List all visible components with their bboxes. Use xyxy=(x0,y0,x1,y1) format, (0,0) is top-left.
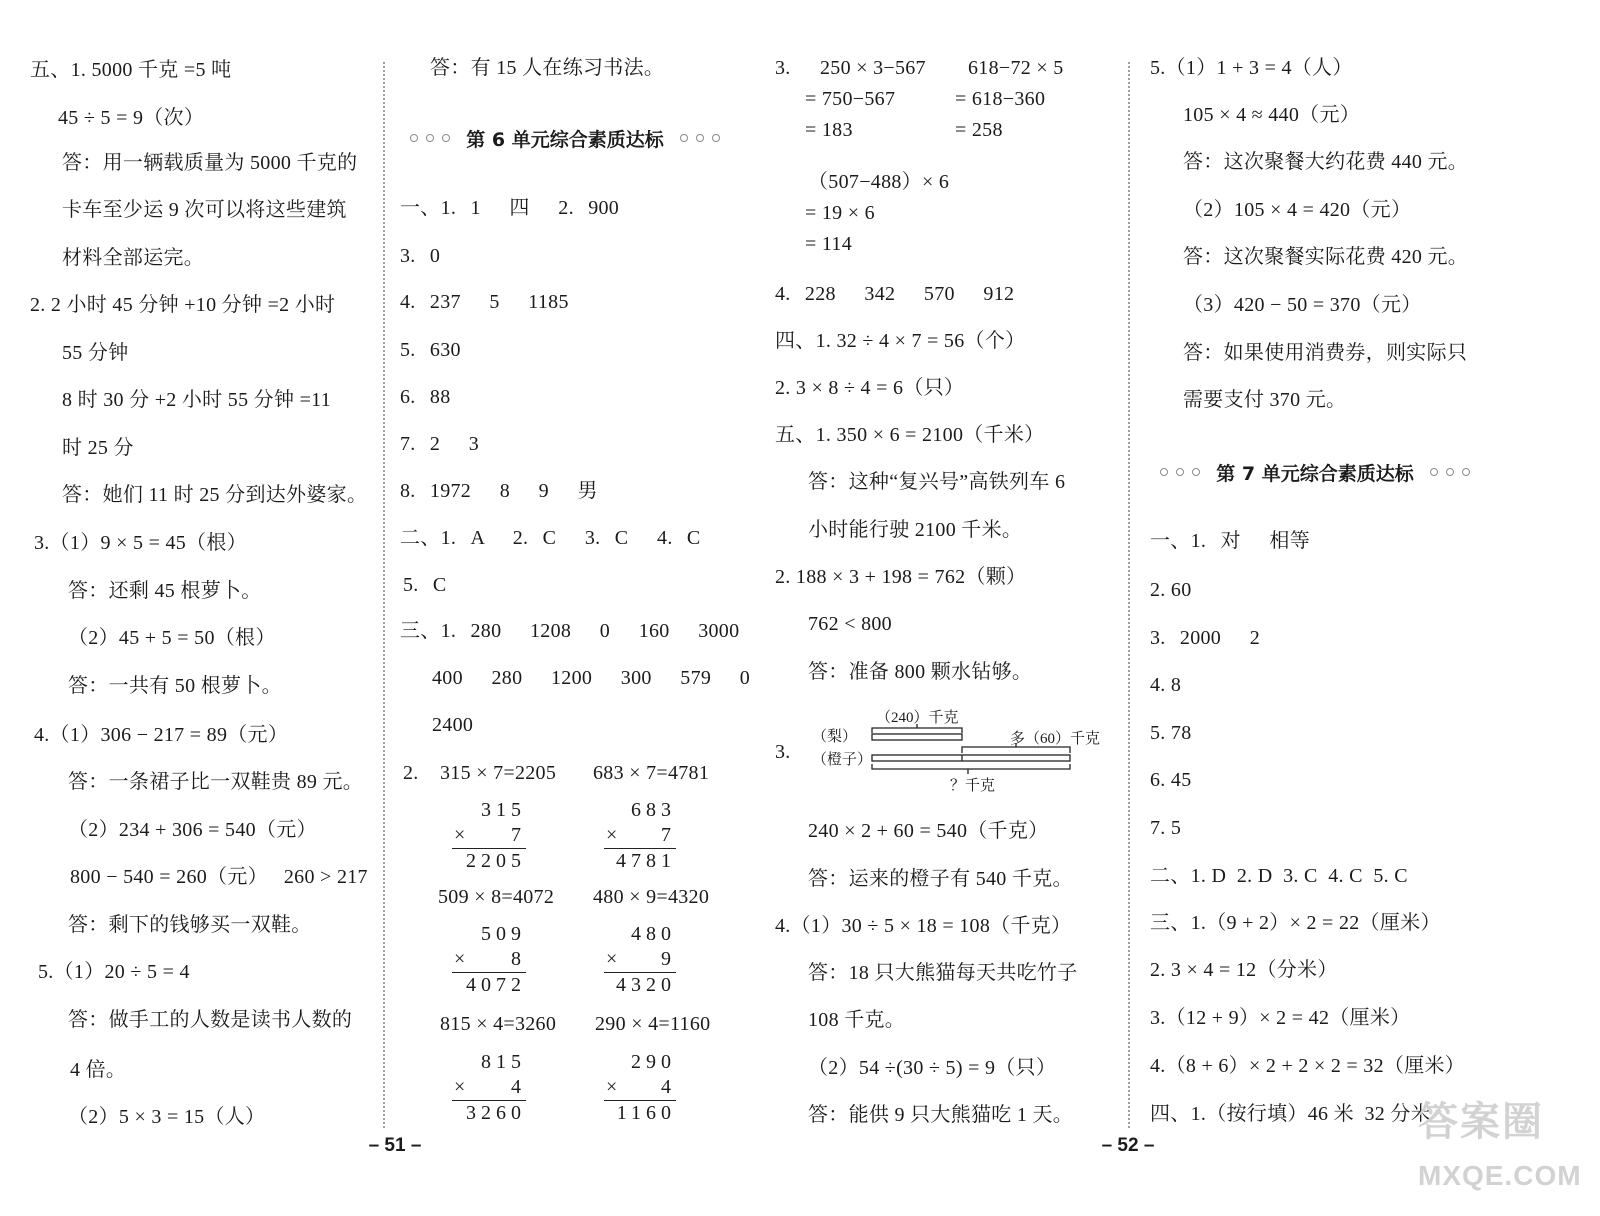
answer-line: 三、1. 280 1208 0 160 3000 xyxy=(400,620,740,642)
answer-line: 答：18 只大熊猫每天共吃竹子 xyxy=(808,962,1078,984)
answer-line: 4 倍。 xyxy=(70,1059,127,1081)
answer-line: 答：用一辆载质量为 5000 千克的 xyxy=(62,152,358,174)
answer-line: 55 分钟 xyxy=(62,342,129,364)
answer-line: （2）105 × 4 = 420（元） xyxy=(1183,199,1412,221)
product: 2205 xyxy=(466,850,526,872)
answer-line: 105 × 4 ≈ 440（元） xyxy=(1183,104,1361,126)
orange-label: （橙子） xyxy=(812,752,873,768)
calc-step: = 258 xyxy=(955,119,1003,141)
decorative-dot xyxy=(1192,468,1200,476)
equation: 683 × 7=4781 xyxy=(593,762,710,784)
section-title: 第 6 单元综合素质达标 xyxy=(466,128,664,151)
decorative-dot xyxy=(442,134,450,142)
answer-line: （2）54 ÷(30 ÷ 5) = 9（只） xyxy=(808,1057,1057,1079)
calc-step: = 183 xyxy=(805,119,853,141)
decorative-dot xyxy=(1446,468,1454,476)
vertical-multiplication xyxy=(604,1050,676,1126)
answer-line: 四、1.（按行填）46 米 32 分米 xyxy=(1150,1103,1431,1125)
orange-amount-label: ？千克 xyxy=(950,778,996,794)
answer-line: 5. 630 xyxy=(400,339,461,361)
multiplier-row xyxy=(604,1075,676,1101)
answer-line: 8 时 30 分 +2 小时 55 分钟 =11 xyxy=(62,389,332,411)
multiplier-row xyxy=(452,823,526,849)
answer-line: 2. 2 小时 45 分钟 +10 分钟 =2 小时 xyxy=(30,294,336,316)
answer-line: 答：准备 800 颗水钻够。 xyxy=(808,661,1033,683)
answer-line: 答：如果使用消费券，则实际只 xyxy=(1183,342,1468,364)
answer-line: 240 × 2 + 60 = 540（千克） xyxy=(808,820,1049,842)
answer-line: 4. 8 xyxy=(1150,674,1182,696)
answer-line: 45 ÷ 5 = 9（次） xyxy=(58,107,205,129)
question-number: 2. xyxy=(403,762,419,784)
calc-step: = 618−360 xyxy=(955,88,1046,110)
total-brace xyxy=(872,764,1070,774)
answer-line: 8. 1972 8 9 男 xyxy=(400,480,598,502)
calc-step: 618−72 × 5 xyxy=(968,57,1064,79)
more-amount-label: 多（60）千克 xyxy=(1010,731,1101,747)
decorative-dot xyxy=(712,134,720,142)
multiplier-row xyxy=(452,947,526,973)
multiply-sign: × xyxy=(606,824,618,846)
answer-line: 答：这次聚餐大约花费 440 元。 xyxy=(1183,151,1469,173)
column-divider-right xyxy=(1128,62,1130,1128)
answer-line: 7. 5 xyxy=(1150,817,1182,839)
answer-line: 答：她们 11 时 25 分到达外婆家。 xyxy=(62,484,368,506)
section-title: 第 7 单元综合素质达标 xyxy=(1216,462,1414,485)
answer-line: 2. 3 × 4 = 12（分米） xyxy=(1150,959,1338,981)
answer-line: 需要支付 370 元。 xyxy=(1183,389,1347,411)
answer-line: 2. 188 × 3 + 198 = 762（颗） xyxy=(775,566,1027,588)
answer-line: 二、1. A 2. C 3. C 4. C xyxy=(400,527,701,549)
answer-line: （2）234 + 306 = 540（元） xyxy=(68,819,317,841)
multiplier-row xyxy=(604,823,676,849)
equation: 509 × 8=4072 xyxy=(438,886,555,908)
answer-line: 4.（1）306 − 217 = 89（元） xyxy=(34,724,289,746)
multiplier: 7 xyxy=(661,824,676,846)
answer-line: 3. 0 xyxy=(400,245,441,267)
multiply-sign: × xyxy=(606,1076,618,1098)
answer-line: 5. C xyxy=(403,574,447,596)
decorative-dot xyxy=(410,134,418,142)
multiply-sign: × xyxy=(454,824,466,846)
calc-step: = 750−567 xyxy=(805,88,896,110)
equation: 815 × 4=3260 xyxy=(440,1013,557,1035)
product: 4320 xyxy=(616,974,676,996)
multiplicand: 509 xyxy=(481,923,526,945)
equation: 480 × 9=4320 xyxy=(593,886,710,908)
answer-line: 答：运来的橙子有 540 千克。 xyxy=(808,868,1073,890)
multiply-sign: × xyxy=(454,948,466,970)
answer-line: 3. 2000 2 xyxy=(1150,627,1260,649)
calc-step: 250 × 3−567 xyxy=(820,57,926,79)
multiply-sign: × xyxy=(606,948,618,970)
answer-line: 答：一共有 50 根萝卜。 xyxy=(68,675,282,697)
answer-line: 答：做手工的人数是读书人数的 xyxy=(68,1009,353,1031)
product: 4781 xyxy=(616,850,676,872)
answer-line: 卡车至少运 9 次可以将这些建筑 xyxy=(62,199,347,221)
answer-line: 答：还剩 45 根萝卜。 xyxy=(68,580,262,602)
answer-line: 400 280 1200 300 579 0 xyxy=(432,667,751,689)
answer-line: 800 − 540 = 260（元） 260 > 217 xyxy=(70,866,368,888)
equation: 290 × 4=1160 xyxy=(595,1013,711,1035)
multiplicand: 315 xyxy=(481,799,526,821)
multiplier: 7 xyxy=(511,824,526,846)
multiplier: 8 xyxy=(511,948,526,970)
multiplicand: 683 xyxy=(631,799,676,821)
multiplicand: 815 xyxy=(481,1051,526,1073)
question-number: 3. xyxy=(775,57,791,79)
vertical-multiplication xyxy=(452,1050,526,1126)
watermark-logo: 答案圈 xyxy=(1418,1099,1544,1145)
multiplicand: 480 xyxy=(631,923,676,945)
answer-line: 7. 2 3 xyxy=(400,433,480,455)
multiplier: 4 xyxy=(511,1076,526,1098)
pear-bar xyxy=(872,734,962,740)
answer-line: 答：这种“复兴号”高铁列车 6 xyxy=(808,471,1066,493)
multiplier-row xyxy=(604,947,676,973)
answer-line: 2400 xyxy=(432,714,474,736)
answer-line: 时 25 分 xyxy=(62,437,134,459)
answer-line: （3）420 − 50 = 370（元） xyxy=(1183,294,1422,316)
section-heading-unit-6 xyxy=(400,124,730,152)
answer-line: 5.（1）1 + 3 = 4（人） xyxy=(1150,57,1353,79)
answer-line: 6. 88 xyxy=(400,386,451,408)
answer-line: 4. 228 342 570 912 xyxy=(775,283,1015,305)
answer-line: 一、1. 对 相等 xyxy=(1150,530,1310,552)
vertical-multiplication xyxy=(604,922,676,998)
product: 3260 xyxy=(466,1102,526,1124)
bar-model-diagram xyxy=(810,700,1120,795)
answer-line: （2）45 + 5 = 50（根） xyxy=(68,627,276,649)
decorative-dot xyxy=(680,134,688,142)
answer-line: 二、1. D 2. D 3. C 4. C 5. C xyxy=(1150,865,1408,887)
vertical-multiplication xyxy=(604,798,676,874)
page-number: – 51 – xyxy=(368,1135,422,1156)
pear-label: （梨） xyxy=(812,729,858,745)
column-divider-left xyxy=(383,62,385,1128)
page-number: – 52 – xyxy=(1101,1135,1155,1156)
multiplicand: 290 xyxy=(631,1051,676,1073)
answer-line: 三、1.（9 + 2）× 2 = 22（厘米） xyxy=(1150,912,1441,934)
decorative-dot xyxy=(696,134,704,142)
calc-step: = 114 xyxy=(805,233,853,255)
calc-step: = 19 × 6 xyxy=(805,202,875,224)
answer-line: 答：一条裙子比一双鞋贵 89 元。 xyxy=(68,771,364,793)
answer-line: 答：能供 9 只大熊猫吃 1 天。 xyxy=(808,1104,1074,1126)
answer-line: 4.（8 + 6）× 2 + 2 × 2 = 32（厘米） xyxy=(1150,1055,1466,1077)
answer-line: 2. 3 × 8 ÷ 4 = 6（只） xyxy=(775,377,965,399)
multiply-sign: × xyxy=(454,1076,466,1098)
answer-line: 5.（1）20 ÷ 5 = 4 xyxy=(38,961,190,983)
answer-line: 2. 60 xyxy=(1150,579,1192,601)
answer-line: 小时能行驶 2100 千米。 xyxy=(808,519,1023,541)
product: 4072 xyxy=(466,974,526,996)
section-heading-unit-7 xyxy=(1150,458,1480,486)
equation: 315 × 7=2205 xyxy=(440,762,557,784)
answer-line: 3.（12 + 9）× 2 = 42（厘米） xyxy=(1150,1007,1411,1029)
decorative-dot xyxy=(1462,468,1470,476)
answer-line: 材料全部运完。 xyxy=(62,247,205,269)
decorative-dot xyxy=(426,134,434,142)
answer-line: 五、1. 350 × 6 = 2100（千米） xyxy=(775,424,1045,446)
answer-line: 6. 45 xyxy=(1150,769,1192,791)
decorative-dot xyxy=(1176,468,1184,476)
multiplier: 4 xyxy=(661,1076,676,1098)
pear-amount-label: （240）千克 xyxy=(876,710,959,726)
answer-line: 一、1. 1 四 2. 900 xyxy=(400,197,620,219)
decorative-dot xyxy=(1160,468,1168,476)
answer-line: 答：这次聚餐实际花费 420 元。 xyxy=(1183,246,1469,268)
answer-line: 762 < 800 xyxy=(808,613,892,635)
answer-line: 4.（1）30 ÷ 5 × 18 = 108（千克） xyxy=(775,915,1072,937)
multiplier: 9 xyxy=(661,948,676,970)
answer-line: 108 千克。 xyxy=(808,1009,906,1031)
answer-line: 4. 237 5 1185 xyxy=(400,291,569,313)
orange-bar xyxy=(872,755,1070,761)
vertical-multiplication xyxy=(452,922,526,998)
answer-line: 答：有 15 人在练习书法。 xyxy=(430,57,665,79)
answer-line: 答：剩下的钱够买一双鞋。 xyxy=(68,914,312,936)
calc-step: （507−488）× 6 xyxy=(808,171,950,193)
vertical-multiplication xyxy=(452,798,526,874)
question-number: 3. xyxy=(775,741,791,763)
answer-line: 五、1. 5000 千克 =5 吨 xyxy=(30,59,232,81)
answer-line: 5. 78 xyxy=(1150,722,1192,744)
answer-line: 四、1. 32 ÷ 4 × 7 = 56（个） xyxy=(775,330,1026,352)
product: 1160 xyxy=(616,1102,676,1124)
multiplier-row xyxy=(452,1075,526,1101)
answer-line: （2）5 × 3 = 15（人） xyxy=(68,1106,266,1128)
decorative-dot xyxy=(1430,468,1438,476)
watermark-site: MXQE.COM xyxy=(1418,1160,1582,1191)
answer-line: 3.（1）9 × 5 = 45（根） xyxy=(34,532,247,554)
